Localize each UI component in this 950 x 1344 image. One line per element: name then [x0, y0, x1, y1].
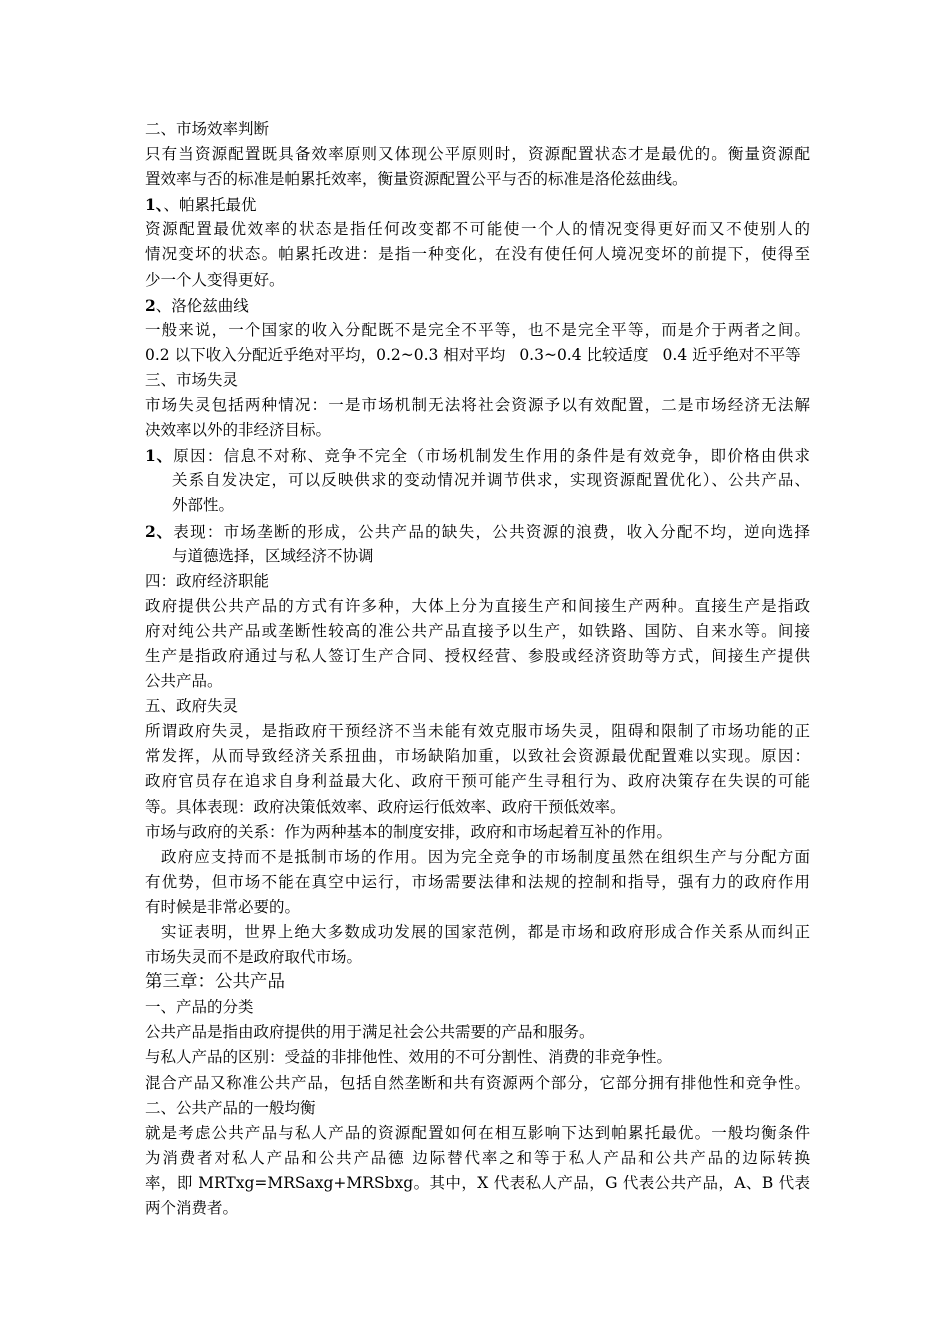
paragraph-line: 有优势，但市场不能在真空中运行，市场需要法律和法规的控制和指导，强有力的政府作用	[145, 872, 810, 891]
gini-range-text: 0.2~0.3 相对平均	[376, 345, 506, 364]
paragraph-line: 实证表明，世界上绝大多数成功发展的国家范例，都是市场和政府形成合作关系从而纠正	[161, 923, 810, 941]
section-heading-gov-failure: 五、政府失灵	[145, 697, 239, 716]
subheading-lorenz	[145, 293, 810, 318]
paragraph-line: 政府提供公共产品的方式有许多种，大体上分为直接生产和间接生产两种。直接生产是指政	[145, 596, 810, 615]
gini-scale-line	[145, 343, 810, 368]
list-item	[145, 519, 810, 544]
list-item	[145, 443, 810, 468]
paragraph-line: 与私人产品的区别：受益的非排他性、效用的不可分割性、消费的非竞争性。	[145, 1048, 673, 1067]
paragraph-line: 市场失灵而不是政府取代市场。	[145, 948, 363, 967]
list-item-number: 1、	[145, 446, 172, 466]
paragraph-line: 少一个人变得更好。	[145, 270, 285, 289]
list-item-text: 原因：信息不对称、竞争不完全（市场机制发生作用的条件是有效竞争，即价格由供求	[172, 447, 810, 466]
paragraph-line: 情况变坏的状态。帕累托改进：是指一种变化，在没有使任何人境况变坏的前提下，使得至	[145, 245, 810, 264]
paragraph-line: 决效率以外的非经济目标。	[145, 421, 332, 440]
gini-range-text: 0.4 近乎绝对不平等	[662, 345, 801, 364]
subheading-text: 、洛伦兹曲线	[155, 296, 249, 315]
section-heading-classification: 一、产品的分类	[145, 998, 254, 1017]
paragraph-line: 等。具体表现：政府决策低效率、政府运行低效率、政府干预低效率。	[145, 797, 626, 816]
paragraph-line: 府对纯公共产品或垄断性较高的准公共产品直接予以生产，如铁路、国防、自来水等。间接	[145, 621, 810, 640]
paragraph-line: 置效率与否的标准是帕累托效率，衡量资源配置公平与否的标准是洛伦兹曲线。	[145, 170, 688, 189]
paragraph-line: 一般来说，一个国家的收入分配既不是完全不平等，也不是完全平等，而是介于两者之间。	[145, 320, 810, 339]
section-heading-equilibrium: 二、公共产品的一般均衡	[145, 1098, 316, 1117]
section-heading-efficiency: 二、市场效率判断	[145, 120, 270, 138]
subheading-number: 1、	[145, 195, 164, 215]
document-body	[145, 117, 810, 1221]
paragraph-line: 为消费者对私人产品和公共产品德 边际替代率之和等于私人产品和公共产品的边际转换	[145, 1148, 810, 1167]
paragraph-line: 率，即 MRTxg=MRSaxg+MRSbxg。其中，X 代表私人产品，G 代表公共产品，A、B 代表	[145, 1173, 810, 1192]
paragraph-line: 就是考虑公共产品与私人产品的资源配置如何在相互影响下达到帕累托最优。一般均衡条件	[145, 1123, 810, 1142]
list-item-text: 表现：市场垄断的形成，公共产品的缺失，公共资源的浪费，收入分配不均，逆向选择	[172, 522, 810, 541]
list-item-number: 2、	[145, 521, 172, 541]
list-item-continuation: 外部性。	[172, 496, 235, 515]
section-heading-gov-function: 四：政府经济职能	[145, 571, 270, 590]
paragraph-line: 公共产品是指由政府提供的用于满足社会公共需要的产品和服务。	[145, 1023, 595, 1042]
paragraph-line: 资源配置最优效率的状态是指任何改变都不可能使一个人的情况变得更好而又不使别人的	[145, 220, 810, 239]
subheading-pareto	[145, 192, 810, 217]
list-item-continuation: 关系自发决定，可以反映供求的变动情况并调节供求，实现资源配置优化）、公共产品、	[172, 471, 810, 490]
gini-range-text: 0.3~0.4 比较适度	[519, 345, 649, 364]
paragraph-line: 生产是指政府通过与私人签订生产合同、授权经营、参股或经济资助等方式，间接生产提供	[145, 646, 810, 665]
paragraph-line: 所谓政府失灵，是指政府干预经济不当未能有效克服市场失灵，阻碍和限制了市场功能的正	[145, 722, 810, 741]
paragraph-line: 市场与政府的关系：作为两种基本的制度安排，政府和市场起着互补的作用。	[145, 822, 673, 841]
section-heading-market-failure: 三、市场失灵	[145, 370, 239, 389]
paragraph-line: 有时候是非常必要的。	[145, 897, 301, 916]
paragraph-line: 只有当资源配置既具备效率原则又体现公平原则时，资源配置状态才是最优的。衡量资源配	[145, 145, 810, 164]
subheading-number: 2	[145, 295, 156, 315]
chapter-title: 第三章：公共产品	[145, 972, 285, 993]
paragraph-line: 两个消费者。	[145, 1199, 239, 1218]
gini-range-text: 0.2 以下收入分配近乎绝对平均，	[145, 345, 377, 364]
subheading-text: 、帕累托最优	[163, 196, 257, 215]
paragraph-line: 公共产品。	[145, 672, 223, 691]
paragraph-line: 混合产品又称准公共产品，包括自然垄断和共有资源两个部分，它部分拥有排他性和竞争性。	[145, 1073, 810, 1092]
list-item-continuation: 与道德选择，区域经济不协调	[172, 546, 374, 565]
paragraph-line: 常发挥，从而导致经济关系扭曲，市场缺陷加重，以致社会资源最优配置难以实现。原因：	[145, 747, 810, 766]
paragraph-line: 政府应支持而不是抵制市场的作用。因为完全竞争的市场制度虽然在组织生产与分配方面	[161, 847, 810, 866]
paragraph-line: 市场失灵包括两种情况：一是市场机制无法将社会资源予以有效配置，二是市场经济无法解	[145, 396, 810, 415]
paragraph-line: 政府官员存在追求自身利益最大化、政府干预可能产生寻租行为、政府决策存在失误的可能	[145, 772, 810, 791]
